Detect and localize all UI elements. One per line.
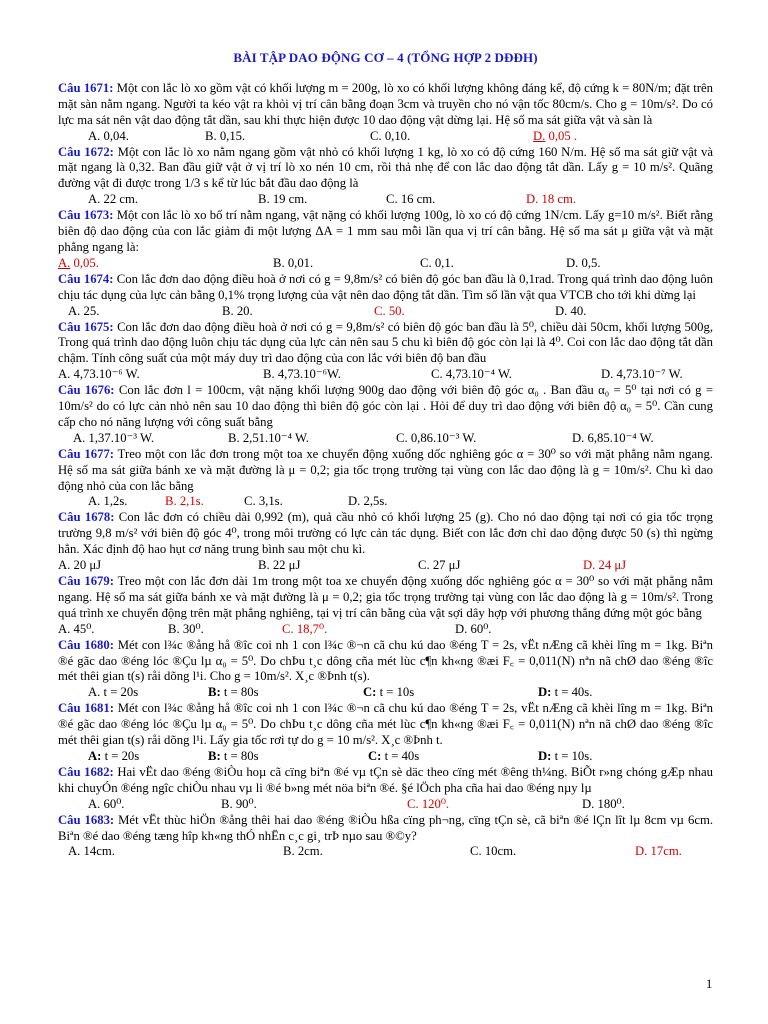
option-letter: A. [88, 685, 101, 700]
option-value: 0,10. [384, 128, 411, 143]
option-value: 4,73.10⁻⁶W. [277, 367, 341, 382]
question-number: Câu 1671: [58, 80, 114, 95]
option-letter: A. [58, 255, 71, 270]
question [58, 383, 713, 447]
answer-option-correct [533, 129, 713, 145]
question [58, 208, 713, 272]
answer-option [73, 431, 228, 447]
answer-option-correct [58, 256, 273, 272]
option-value: 6,85.10⁻⁴ W. [587, 430, 654, 445]
answer-options [58, 797, 713, 813]
question [58, 701, 713, 765]
option-letter: C. [396, 430, 408, 445]
option-value: 2,5s. [363, 494, 388, 509]
answer-option [348, 494, 713, 510]
question-text [58, 701, 713, 749]
option-letter: C. [370, 128, 382, 143]
answer-options [58, 129, 713, 145]
answer-option [470, 844, 635, 860]
question [58, 510, 713, 574]
option-letter: D. [582, 796, 595, 811]
question-number: Câu 1681: [58, 701, 114, 716]
option-letter: B. [258, 192, 270, 207]
question-body: Treo một con lắc đơn trong một toa xe chuyển động xuống dốc nghiêng góc α = 30⁰ so với mặt phẳng nằm ngang. Hệ số ma sát giữa bánh xe và mặt đường là μ = 0,2; gia tốc trọng trường tại vùng con lắc dao động là g = 10m/s². Chu kì dao động nhỏ của con lắc bằng [58, 446, 713, 493]
option-letter: C. [386, 192, 398, 207]
option-letter: C. [374, 303, 386, 318]
option-value: 27 μJ [432, 558, 461, 573]
answer-option [228, 431, 396, 447]
question-number: Câu 1680: [58, 637, 114, 652]
answer-options [58, 367, 713, 383]
question-body: Mét con l¾c ®ång hå ®îc coi nh 1 con l¾c ®¬n cã chu kú dao ®éng T = 2s, vËt nÆng cã khèi lîng m = 1kg. Biªn ®é gãc dao ®éng lóc ®Çu lµ α₀ = 5⁰. Do chÞu t¸c dông cña mét lùc c¶n kh«ng ®æi F꜀ = 0,011(N) nªn nã chØ dao ®éng ®îc mét thêi gian t(s) råi dõng l¹i. Cho g = 10m/s². X¸c ®Þnh t(s). [58, 637, 713, 684]
answer-options [58, 685, 713, 701]
option-value: 2,51.10⁻⁴ W. [242, 430, 309, 445]
answer-option [368, 749, 538, 765]
option-letter: A. [88, 494, 101, 509]
option-letter: A: [88, 748, 102, 763]
answer-option-correct [407, 797, 582, 813]
answer-option-correct [282, 622, 455, 638]
option-value: 4,73.10⁻⁷ W. [616, 367, 683, 382]
option-value: t = 20s [103, 685, 139, 700]
option-letter: C: [368, 748, 382, 763]
question-body: Mét con l¾c ®ång hå ®îc coi nh 1 con l¾c ®¬n cã chu kú dao ®éng T = 2s, vËt nÆng cã khèi lîng m = 1kg. Biªn ®é gãc dao ®éng lóc ®Çu lµ α₀ = 5⁰. Do chÞu t¸c dông cña mét lùc c¶n kh«ng ®æi F꜀ = 0,011(N) nªn nã chØ dao ®éng ®îc mét thêi gian t(s) råi dõng l¹i. Lấy gia tốc rơi tự do g = 10 m/s². X¸c ®Þnh t. [58, 701, 713, 748]
answer-option [455, 622, 713, 638]
question-body: Một con lắc lò xo bố trí nằm ngang, vật nặng có khối lượng 100g, lò xo có độ cứng 1N/cm. Lấy g=10 m/s². Biết rằng biên độ dao động của con lắc giảm đi một lượng ΔA = 1 mm sau mỗi lần qua vị trí cân bằng. Hệ số ma sát μ giữa vật và mặt phẳng ngang là: [58, 208, 713, 254]
answer-option [58, 367, 263, 383]
question-list [58, 81, 713, 860]
option-letter: A. [68, 844, 81, 859]
option-letter: D. [555, 303, 568, 318]
option-value: t = 40s. [554, 685, 593, 700]
question-body: Hai vËt dao ®éng ®iÒu hoµ cã cïng biªn ®é vµ tÇn sè däc theo cïng mét ®êng th¼ng. BiÕt r»ng chóng gÆp nhau khi chuyÓn ®éng ngîc chiÒu nhau vµ li ®é b»ng mét nöa biªn ®é. §é lÖch pha cña hai dao ®éng nµy lµ [58, 764, 713, 795]
option-letter: A. [58, 621, 71, 636]
question-text [58, 320, 713, 368]
question-number: Câu 1677: [58, 446, 115, 461]
option-value: 2,1s. [179, 494, 204, 509]
answer-option [208, 685, 363, 701]
option-letter: B. [273, 255, 285, 270]
question-body: Một con lắc lò xo nằm ngang gồm vật nhỏ có khối lượng 1 kg, lò xo có độ cứng 160 N/m. Hệ số ma sát giữ vật và mặt ngang là 0,32. Ban đầu giữ vật ở vị trí lò xo nén 10 cm, rồi thả nhẹ để con lắc dao động tắt dần. Lấy g = 10 m/s². Quãng đường vật đi được trong 1/3 s kể từ lúc bắt đầu dao động là [58, 144, 713, 191]
option-letter: D. [583, 558, 596, 573]
option-value: 1,37.10⁻³ W. [88, 430, 155, 445]
option-value: 0,05. [73, 255, 99, 270]
question-text [58, 447, 713, 495]
answer-option [538, 685, 713, 701]
option-value: t = 10s [379, 685, 415, 700]
option-value: 16 cm. [400, 192, 436, 207]
question-text [58, 638, 713, 686]
answer-option [222, 304, 374, 320]
option-letter: D: [538, 748, 552, 763]
option-letter: C. [282, 621, 294, 636]
option-letter: A. [58, 367, 71, 382]
answer-option [58, 558, 258, 574]
option-value: 17cm. [650, 844, 682, 859]
option-letter: C. [420, 255, 432, 270]
question-text [58, 81, 713, 129]
answer-option [363, 685, 538, 701]
option-value: 40. [570, 303, 587, 318]
answer-options [58, 622, 713, 638]
question-text [58, 208, 713, 256]
answer-option [88, 749, 208, 765]
option-letter: B. [283, 844, 295, 859]
question [58, 638, 713, 702]
option-letter: C. [431, 367, 443, 382]
question [58, 447, 713, 511]
option-value: 0,01. [287, 255, 314, 270]
option-letter: A. [88, 192, 101, 207]
answer-options [58, 431, 713, 447]
option-value: t = 80s [223, 685, 259, 700]
question-body: Con lắc đơn dao động điều hoà ở nơi có g = 9,8m/s² có biên độ góc ban đầu là 0,1rad. Trong quá trình dao động luôn chịu tác dụng của lực cản bằng 0,1% trọng lượng của vật nên dao động tắt dần. Tìm số lần vật qua VTCB cho tới khi dừng lại [58, 271, 713, 302]
answer-option [273, 256, 420, 272]
option-value: 0,5. [581, 255, 601, 270]
answer-options [58, 558, 713, 574]
answer-options [58, 844, 713, 860]
option-value: 0,1. [434, 255, 454, 270]
option-letter: C. [244, 494, 256, 509]
page-number: 1 [706, 977, 713, 991]
option-value: 0,15. [219, 128, 246, 143]
document-title: BÀI TẬP DAO ĐỘNG CƠ – 4 (TỔNG HỢP 2 DĐĐH) [233, 50, 538, 65]
option-letter: B. [165, 494, 177, 509]
question-text [58, 383, 713, 431]
option-letter: B. [258, 558, 270, 573]
option-value: 18,7⁰. [296, 621, 328, 636]
option-value: 0,05 . [548, 128, 578, 143]
question [58, 145, 713, 209]
option-value: 180⁰. [597, 796, 625, 811]
option-value: 60⁰. [470, 621, 492, 636]
option-value: 50. [388, 303, 405, 318]
option-letter: D. [635, 844, 648, 859]
answer-option-correct [635, 844, 713, 860]
option-letter: B: [208, 685, 221, 700]
question-number: Câu 1675: [58, 319, 114, 334]
answer-option [258, 558, 418, 574]
option-letter: D. [601, 367, 614, 382]
answer-option [386, 192, 526, 208]
option-value: t = 20s [104, 748, 140, 763]
question-number: Câu 1678: [58, 510, 115, 525]
question-number: Câu 1672: [58, 144, 114, 159]
answer-option [68, 844, 283, 860]
answer-option [221, 797, 407, 813]
option-value: 18 cm. [541, 192, 577, 207]
question [58, 765, 713, 813]
question-body: Một con lắc lò xo gồm vật có khối lượng m = 200g, lò xo có khối lượng không đáng kể, độ cứng k = 80N/m; đặt trên mặt sàn nằm ngang. Người ta kéo vật ra khỏi vị trí cân bằng đoạn 3cm và truyền cho nó vận tốc 80cm/s. Cho g = 10m/s². Do có lực ma sát nên vật dao động tắt dần, sau khi thực hiện được 10 dao động vật dừng lại. Hệ số ma sát giữa vật và sàn là [58, 80, 714, 127]
answer-option [88, 192, 258, 208]
answer-option-correct [526, 192, 713, 208]
option-letter: B. [263, 367, 275, 382]
answer-option [538, 749, 713, 765]
option-value: 2cm. [297, 844, 323, 859]
question-text [58, 765, 713, 797]
question [58, 320, 713, 384]
question-body: Con lắc đơn dao động điều hoà ở nơi có g = 9,8m/s² có biên độ góc ban đầu là 5⁰, chiều dài 50cm, khối lượng 500g, Trong quá trình dao động luôn chịu tác dụng của lực cản nên sau 5 chu kì biên độ góc còn lại là 4⁰. Coi con lắc dao động tắt dần chậm. Tính công suất của một máy duy trì dao động của con lắc với biên độ ban đầu [58, 319, 714, 366]
option-value: 22 μJ [272, 558, 301, 573]
question-text [58, 272, 713, 304]
option-value: 19 cm. [272, 192, 308, 207]
question-text [58, 145, 713, 193]
option-value: 24 μJ [598, 558, 627, 573]
option-value: 20. [236, 303, 253, 318]
answer-option [263, 367, 431, 383]
option-letter: C: [363, 685, 377, 700]
option-letter: B. [222, 303, 234, 318]
question [58, 81, 713, 145]
answer-option [396, 431, 572, 447]
option-value: t = 40s [384, 748, 420, 763]
answer-option-correct [374, 304, 555, 320]
question [58, 574, 713, 638]
answer-option [244, 494, 348, 510]
option-letter: B. [221, 796, 233, 811]
answer-option [68, 304, 222, 320]
option-value: 22 cm. [103, 192, 139, 207]
answer-option [88, 494, 165, 510]
answer-option [58, 622, 168, 638]
question-number: Câu 1674: [58, 271, 114, 286]
option-value: 3,1s. [258, 494, 283, 509]
option-letter: D. [533, 128, 546, 143]
answer-option [566, 256, 713, 272]
option-letter: A. [88, 128, 101, 143]
question-text [58, 813, 713, 845]
option-letter: D. [348, 494, 361, 509]
question-body: Mét vËt thùc hiÖn ®ång thêi hai dao ®éng ®iÒu hßa cïng ph¬ng, cïng tÇn sè, cã biªn ®é lÇn lît lµ 8cm vµ 6cm. Biªn ®é dao ®éng tæng hîp kh«ng thÓ nhËn c¸c gi¸ trÞ nµo sau ®©y? [58, 812, 713, 843]
option-value: 120⁰. [421, 796, 450, 811]
answer-option-correct [165, 494, 244, 510]
option-value: 45⁰. [73, 621, 95, 636]
answer-option [431, 367, 601, 383]
answer-option [88, 129, 205, 145]
answer-options [58, 192, 713, 208]
answer-option [283, 844, 470, 860]
option-letter: C. [407, 796, 419, 811]
answer-option-correct [583, 558, 713, 574]
option-value: 25. [83, 303, 100, 318]
option-value: t = 80s [223, 748, 259, 763]
option-value: 90⁰. [235, 796, 257, 811]
answer-option [418, 558, 583, 574]
option-letter: A. [68, 303, 81, 318]
option-letter: B: [208, 748, 221, 763]
question [58, 272, 713, 320]
option-value: 30⁰. [182, 621, 204, 636]
question-number: Câu 1676: [58, 383, 115, 398]
question-body: Treo một con lắc đơn dài 1m trong một toa xe chuyển động xuống dốc nghiêng góc α = 30⁰ so với mặt phẳng nằm ngang. Hệ số ma sát giữa bánh xe và mặt đường là μ = 0,2; gia tốc trọng trường tại vùng con lắc dao động là g = 10m/s². Trong quá trình xe chuyển động trên mặt phẳng nghiêng, tại vị trí cân bằng của vật sợi dây hợp với phương thẳng đứng một góc bằng [58, 574, 713, 620]
option-value: t = 10s. [554, 748, 593, 763]
question-body: Con lắc đơn có chiều dài 0,992 (m), quả cầu nhỏ có khối lượng 25 (g). Cho nó dao động tại nơi có gia tốc trọng trường 9,8 m/s² với biên độ góc 4⁰, trong môi trường có lực cản tác dụng. Biết con lắc đơn chỉ dao động được 50 (s) thì ngừng hẳn. Xác định độ hao hụt cơ năng trung bình sau một chu kì. [58, 510, 713, 557]
option-letter: A. [88, 796, 101, 811]
question-text [58, 510, 713, 558]
option-letter: A. [73, 430, 86, 445]
answer-option [88, 797, 221, 813]
option-letter: D. [455, 621, 468, 636]
option-letter: D: [538, 685, 552, 700]
answer-options [58, 749, 713, 765]
question-body: Con lắc đơn l = 100cm, vật nặng khối lượng 900g dao động với biên độ góc α₀ . Ban đầu α₀ = 5⁰ tại nơi có g = 10m/s² do có lực cản nhỏ nên sau 10 dao động thì biên độ góc còn lại . Hỏi để duy trì dao động với biên độ α₀ = 5⁰. Cần cung cấp cho nó năng lượng với công suất bằng [58, 383, 714, 429]
option-value: 1,2s. [103, 494, 128, 509]
option-value: 20 μJ [73, 558, 102, 573]
answer-option [601, 367, 713, 383]
question-number: Câu 1679: [58, 574, 114, 588]
answer-option [370, 129, 533, 145]
answer-options [58, 304, 713, 320]
option-letter: B. [228, 430, 240, 445]
option-value: 4,73.10⁻⁶ W. [73, 367, 140, 382]
question-number: Câu 1682: [58, 764, 114, 779]
answer-option [258, 192, 386, 208]
option-letter: D. [572, 430, 585, 445]
option-value: 0,04. [103, 128, 129, 143]
answer-option [168, 622, 282, 638]
option-letter: B. [205, 128, 217, 143]
option-letter: C. [470, 844, 482, 859]
answer-option [88, 685, 208, 701]
answer-option [420, 256, 566, 272]
document-page [58, 50, 713, 860]
option-letter: D. [566, 255, 579, 270]
option-letter: A. [58, 558, 71, 573]
option-value: 60⁰. [103, 796, 125, 811]
answer-option [208, 749, 368, 765]
option-value: 10cm. [484, 844, 517, 859]
option-value: 14cm. [83, 844, 115, 859]
option-value: 0,86.10⁻³ W. [410, 430, 477, 445]
question-number: Câu 1683: [58, 812, 115, 827]
answer-option [205, 129, 370, 145]
answer-options [58, 494, 713, 510]
question-number: Câu 1673: [58, 208, 114, 223]
option-letter: C. [418, 558, 430, 573]
option-letter: B. [168, 621, 180, 636]
question-text [58, 574, 713, 622]
question [58, 813, 713, 861]
option-value: 4,73.10⁻⁴ W. [445, 367, 512, 382]
answer-option [582, 797, 713, 813]
option-letter: D. [526, 192, 539, 207]
answer-option [555, 304, 713, 320]
answer-option [572, 431, 713, 447]
answer-options [58, 256, 713, 272]
